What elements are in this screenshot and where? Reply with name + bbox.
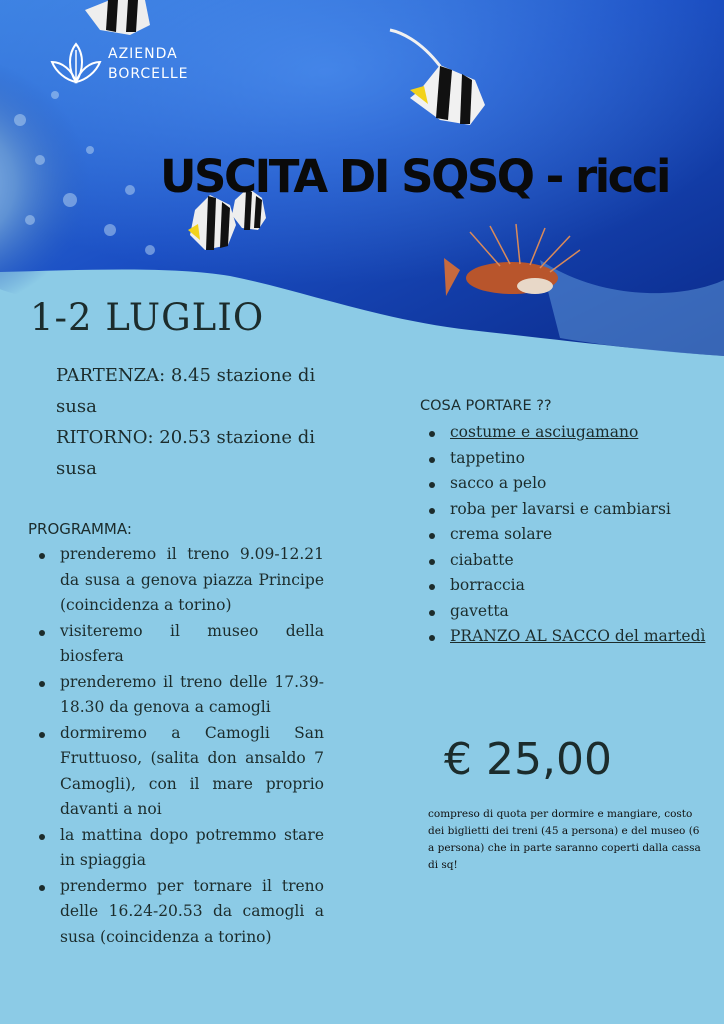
company-logo — [48, 36, 188, 92]
travel-info — [56, 360, 346, 484]
programma-heading: PROGRAMMA: — [28, 520, 132, 538]
return-info: RITORNO: 20.53 stazione di susa — [56, 427, 316, 479]
programma-item: prenderemo il treno 9.09-12.21 da susa a genova piazza Principe (coincidenza a torino) — [38, 542, 324, 619]
programma-list — [38, 542, 324, 950]
packing-item: tappetino — [428, 446, 724, 472]
packing-item: gavetta — [428, 599, 724, 625]
programma-item: prenderemo il treno delle 17.39-18.30 da genova a camogli — [38, 670, 324, 721]
packing-item: borraccia — [428, 573, 724, 599]
packing-item — [428, 420, 724, 446]
departure-info: PARTENZA: 8.45 stazione di susa — [56, 365, 316, 417]
cosa-portare-heading: COSA PORTARE ?? — [420, 398, 552, 414]
packing-item — [428, 624, 724, 650]
price: € 25,00 — [444, 734, 612, 785]
programma-item: dormiremo a Camogli San Fruttuoso, (salita don ansaldo 7 Camogli), con il mare proprio davanti a noi — [38, 721, 324, 823]
programma-item: visiteremo il museo della biosfera — [38, 619, 324, 670]
packing-item-label: costume e asciugamano — [450, 423, 639, 441]
price-note: compreso di quota per dormire e mangiare, costo dei biglietti dei treni (45 a persona) e del museo (6 a persona) che in parte saranno coperti dalla cassa di sq! — [428, 808, 701, 871]
programma-item: la mattina dopo potremmo stare in spiaggia — [38, 823, 324, 874]
leaf-logo-icon — [48, 36, 104, 92]
packing-item: ciabatte — [428, 548, 724, 574]
packing-item: crema solare — [428, 522, 724, 548]
page-title: USCITA DI SQSQ - ricci — [160, 150, 669, 203]
packing-item-label: PRANZO AL SACCO del martedì — [450, 627, 706, 645]
packing-item: roba per lavarsi e cambiarsi — [428, 497, 724, 523]
cosa-portare-list — [428, 420, 724, 650]
programma-item: prendermo per tornare il treno delle 16.24-20.53 da camogli a susa (coincidenza a torino) — [38, 874, 324, 951]
packing-item: sacco a pelo — [428, 471, 724, 497]
logo-text-line1: AZIENDA — [108, 46, 178, 62]
event-date: 1-2 LUGLIO — [30, 296, 265, 339]
logo-text-line2: BORCELLE — [108, 66, 189, 82]
